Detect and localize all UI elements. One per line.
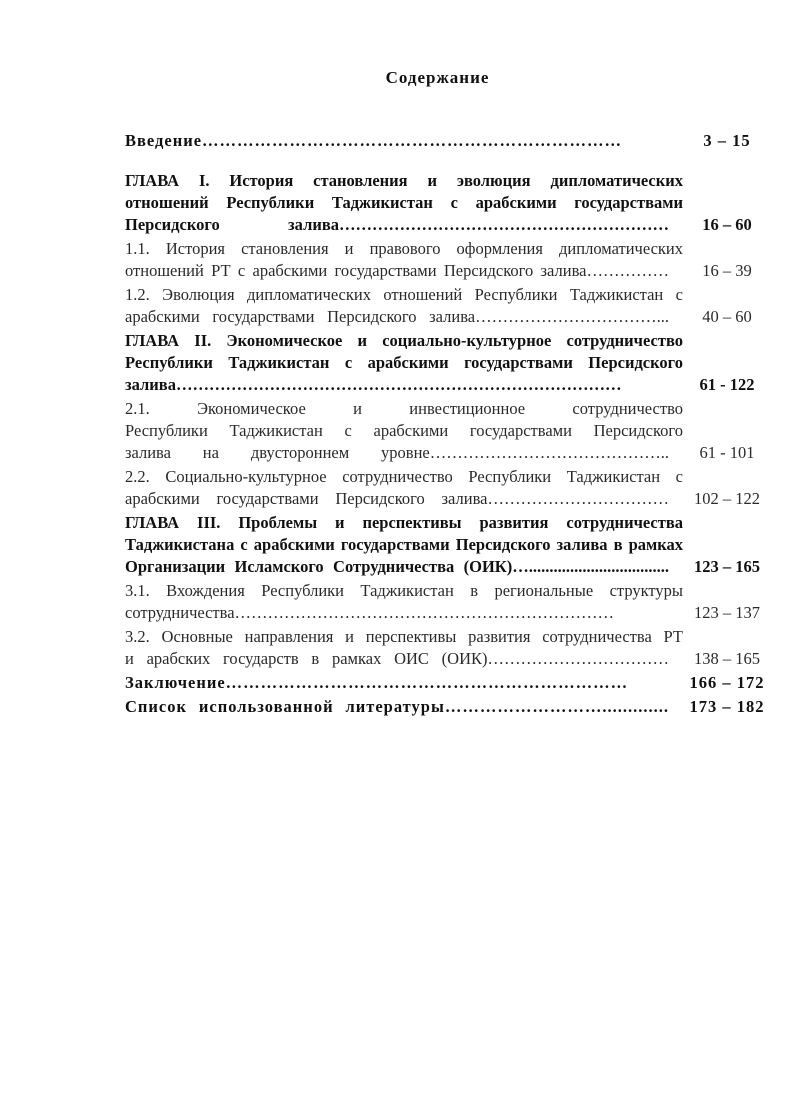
toc-entry-line: 1.2. Эволюция дипломатических отношений Республики Таджикистан с — [125, 285, 683, 304]
toc-entry-section-3-2 — [125, 626, 775, 670]
toc-entry-chapter-3 — [125, 512, 775, 578]
toc-entry-line: 3.1. Вхождения Республики Таджикистан в региональные структуры — [125, 581, 683, 600]
toc-entry-line: отношений Республики Таджикистан с арабскими государствами — [125, 193, 683, 212]
toc-entry-page: 173 – 182 — [689, 697, 765, 716]
toc-entry-line: сотрудничества…………………………………………………………… — [125, 603, 615, 622]
toc-entry-intro — [125, 130, 775, 152]
toc-entry-section-1-1 — [125, 238, 775, 282]
toc-entry-page: 16 – 60 — [702, 215, 752, 234]
toc-entry-line: залива на двустороннем уровне…………………………………….. — [125, 443, 669, 462]
toc-entry-section-1-2 — [125, 284, 775, 328]
toc-entry-line: арабскими государствами Персидского залива…………………………… — [125, 489, 669, 508]
toc-entry-line: ГЛАВА III. Проблемы и перспективы развития сотрудничества — [125, 513, 683, 532]
toc-entry-line: ГЛАВА I. История становления и эволюция дипломатических — [125, 171, 683, 190]
toc-entry-line: 2.2. Социально-культурное сотрудничество Республики Таджикистан с — [125, 467, 683, 486]
toc-entry-page: 3 – 15 — [703, 131, 751, 150]
toc-entry-chapter-1 — [125, 170, 775, 236]
toc-entry-page: 61 - 122 — [699, 375, 755, 394]
toc-entry-line: Персидского залива…………………………………………………… — [125, 215, 669, 234]
toc-entry-line: 3.2. Основные направления и перспективы развития сотрудничества РТ — [125, 627, 683, 646]
toc-entry-section-2-1 — [125, 398, 775, 464]
toc-entry-line: 2.1. Экономическое и инвестиционное сотрудничество — [125, 399, 683, 418]
page-title: Содержание — [385, 68, 490, 87]
toc-entry-section-2-2 — [125, 466, 775, 510]
toc-entry-line: ГЛАВА II. Экономическое и социально-культурное сотрудничество — [125, 331, 683, 350]
toc-entry-page: 16 – 39 — [702, 261, 752, 280]
table-of-contents — [125, 130, 775, 720]
toc-entry-section-3-1 — [125, 580, 775, 624]
toc-entry-line: Таджикистана с арабскими государствами Персидского залива в рамках — [125, 535, 683, 554]
toc-entry-text: Заключение…………………………………………………………… — [125, 673, 629, 692]
toc-entry-page: 102 – 122 — [694, 489, 760, 508]
toc-entry-line: залива……………………………………………………………………… — [125, 375, 622, 394]
toc-entry-line: арабскими государствами Персидского залива……………………………... — [125, 307, 669, 326]
toc-entry-chapter-2 — [125, 330, 775, 396]
toc-entry-line: отношений РТ с арабскими государствами Персидского залива…………… — [125, 261, 669, 280]
toc-entry-line: Республики Таджикистан с арабскими государствами Персидского — [125, 353, 683, 372]
toc-entry-references — [125, 696, 775, 718]
toc-entry-page: 166 – 172 — [689, 673, 765, 692]
toc-entry-page: 61 - 101 — [699, 443, 755, 462]
toc-entry-text: Список использованной литературы………………………............. — [125, 697, 669, 716]
toc-entry-page: 138 – 165 — [694, 649, 760, 668]
toc-entry-page: 40 – 60 — [702, 307, 752, 326]
toc-entry-page: 123 – 165 — [694, 557, 760, 576]
toc-entry-line: 1.1. История становления и правового оформления дипломатических — [125, 239, 683, 258]
toc-entry-text: Введение……………………………………………………………… — [125, 131, 623, 150]
toc-entry-conclusion — [125, 672, 775, 694]
toc-entry-page: 123 – 137 — [694, 603, 760, 622]
toc-entry-line: и арабских государств в рамках ОИС (ОИК)…………………………… — [125, 649, 669, 668]
toc-entry-line: Организации Исламского Сотрудничества (ОИК)….................................. — [125, 557, 669, 576]
toc-entry-line: Республики Таджикистан с арабскими государствами Персидского — [125, 421, 683, 440]
